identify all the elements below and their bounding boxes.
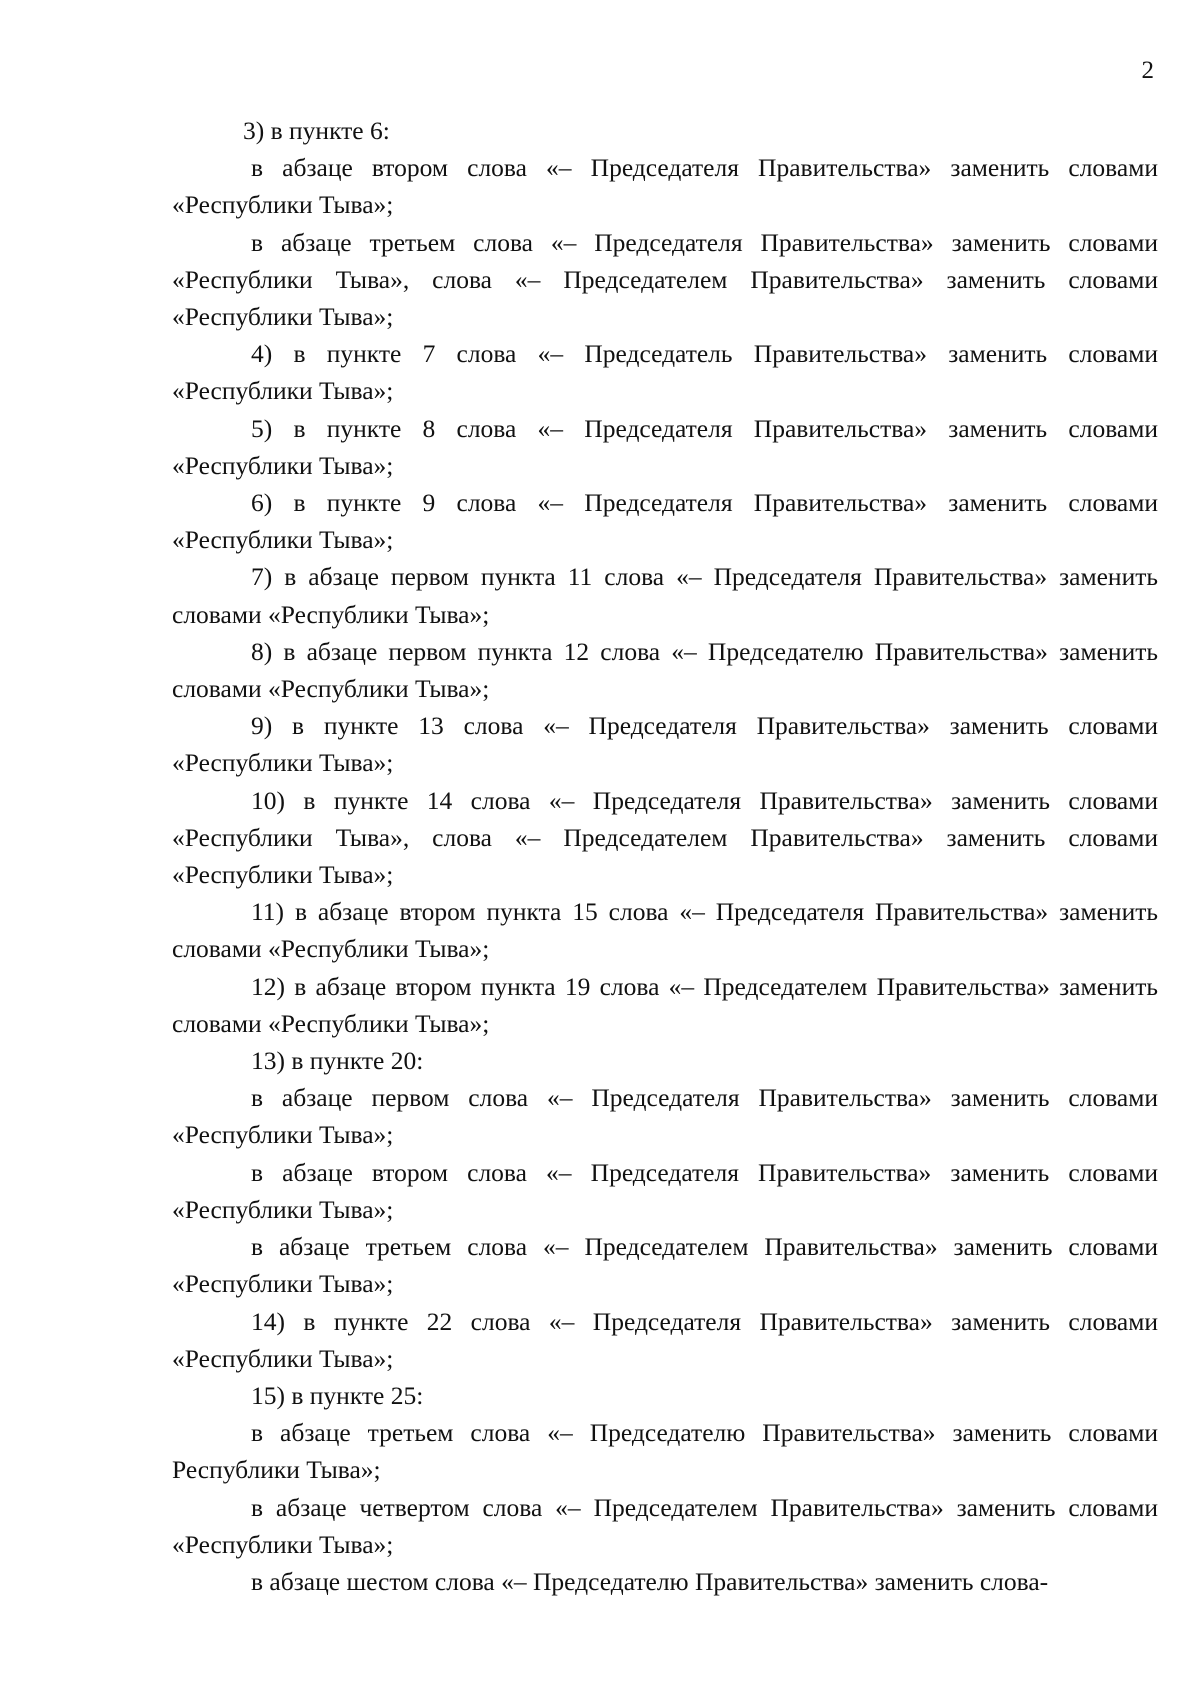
paragraph-item-11: 11) в абзаце втором пункта 15 слова «– Председателя Правительства» заменить словами «Республики Тыва»; bbox=[172, 897, 1158, 964]
paragraph-item-12: 12) в абзаце втором пункта 19 слова «– Председателем Правительства» заменить словами «Республики Тыва»; bbox=[172, 971, 1158, 1038]
paragraph-item-7: 7) в абзаце первом пункта 11 слова «– Председателя Правительства» заменить словами «Республики Тыва»; bbox=[172, 562, 1158, 629]
paragraph-item-6: 6) в пункте 9 слова «– Председателя Правительства» заменить словами «Республики Тыва»; bbox=[172, 488, 1158, 555]
paragraph-abzac-2: в абзаце втором слова «– Председателя Правительства» заменить словами «Республики Тыва»; bbox=[172, 153, 1158, 220]
paragraph-item-5: 5) в пункте 8 слова «– Председателя Правительства» заменить словами «Республики Тыва»; bbox=[172, 413, 1158, 480]
paragraph-item-9: 9) в пункте 13 слова «– Председателя Правительства» заменить словами «Республики Тыва»; bbox=[172, 711, 1158, 778]
paragraph-item-13: 13) в пункте 20: bbox=[251, 1046, 424, 1076]
page-number: 2 bbox=[1141, 57, 1154, 84]
paragraph-item-4: 4) в пункте 7 слова «– Председатель Правительства» заменить словами «Республики Тыва»; bbox=[172, 339, 1158, 406]
paragraph-item-15-abzac-4: в абзаце четвертом слова «– Председателем Правительства» заменить словами «Республики Тыва»; bbox=[172, 1492, 1158, 1559]
paragraph-item-13-abzac-2: в абзаце втором слова «– Председателя Правительства» заменить словами «Республики Тыва»; bbox=[172, 1157, 1158, 1224]
paragraph-item-15-abzac-6: в абзаце шестом слова «– Председателю Правительства» заменить слова- bbox=[251, 1566, 1049, 1596]
paragraph-item-10: 10) в пункте 14 слова «– Председателя Правительства» заменить словами «Республики Тыва», слова «– Председателем Правительства» заменить словами «Республики Тыва»; bbox=[172, 785, 1158, 890]
document-body bbox=[172, 112, 1158, 1600]
paragraph-abzac-3: в абзаце третьем слова «– Председателя Правительства» заменить словами «Республики Тыва», слова «– Председателем Правительства» заменить словами «Республики Тыва»; bbox=[172, 227, 1158, 332]
paragraph-item-15-abzac-3: в абзаце третьем слова «– Председателю Правительства» заменить словами Республики Тыва»; bbox=[172, 1418, 1158, 1485]
paragraph-item-8: 8) в абзаце первом пункта 12 слова «– Председателю Правительства» заменить словами «Республики Тыва»; bbox=[172, 636, 1158, 704]
paragraph-item-15: 15) в пункте 25: bbox=[251, 1380, 424, 1410]
paragraph-item-13-abzac-3: в абзаце третьем слова «– Председателем Правительства» заменить словами «Республики Тыва»; bbox=[172, 1232, 1158, 1299]
paragraph-item-13-abzac-1: в абзаце первом слова «– Председателя Правительства» заменить словами «Республики Тыва»; bbox=[172, 1083, 1158, 1150]
paragraph-item-3: 3) в пункте 6: bbox=[243, 116, 390, 145]
paragraph-item-14: 14) в пункте 22 слова «– Председателя Правительства» заменить словами «Республики Тыва»; bbox=[172, 1306, 1158, 1373]
